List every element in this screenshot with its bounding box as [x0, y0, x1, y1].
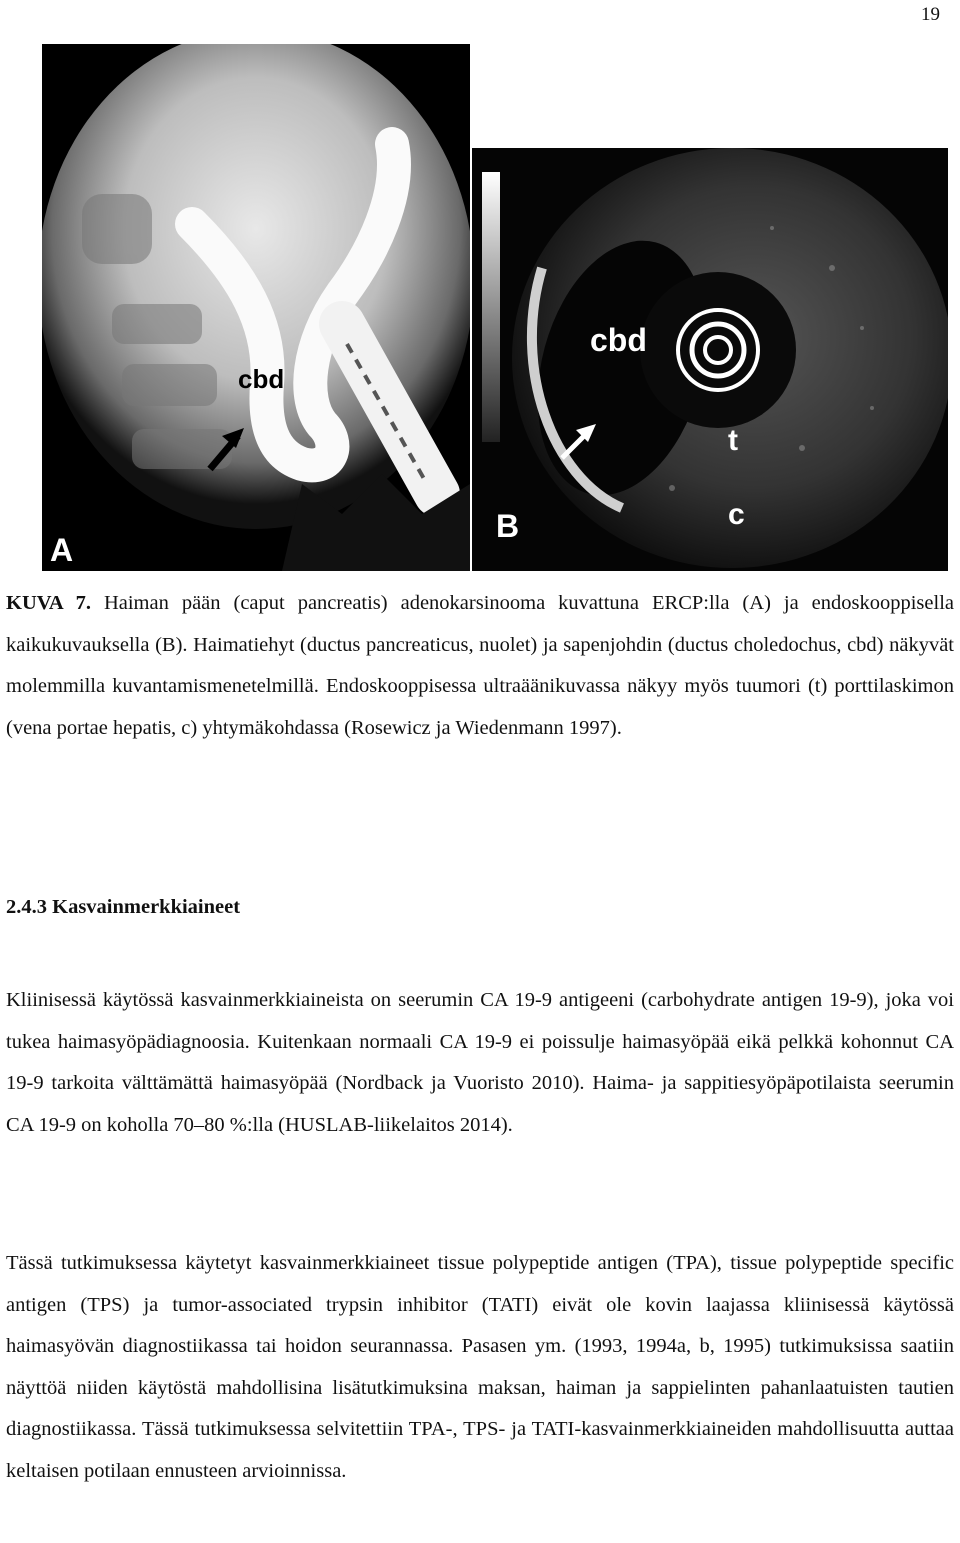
figure-caption [6, 583, 954, 749]
figure-a-panel-label: A [50, 532, 74, 568]
figure-b-cbd-label: cbd [590, 322, 647, 358]
caption-label: KUVA 7. [6, 592, 91, 614]
figure-b-vein-label: c [728, 498, 745, 531]
figure-b-panel-label: B [496, 508, 520, 544]
figure-a-ercp-image [42, 44, 470, 571]
ercp-xray-graphic [42, 44, 470, 571]
caption-text: Haiman pään (caput pancreatis) adenokarsinooma kuvattuna ERCP:lla (A) ja endoskooppisella kaikukuvauksella (B). Haimatiehyt (ductus pancreaticus, nuolet) ja sapenjohdin (ductus choledochus, cbd) näkyvät molemmilla kuvantamismenetelmillä. Endoskooppisessa ultraäänikuvassa näkyy myös tuumori (t) porttilaskimon (vena portae hepatis, c) yhtymäkohdassa (Rosewicz ja Wiedenmann 1997). [6, 592, 954, 739]
paragraph-1: Kliinisessä käytössä kasvainmerkkiaineista on seerumin CA 19-9 antigeeni (carbohydrate antigen 19-9), joka voi tukea haimasyöpädiagnoosia. Kuitenkaan normaali CA 19-9 ei poissulje haimasyöpää eikä pelkkä kohonnut CA 19-9 tarkoita välttämättä haimasyöpää (Nordback ja Vuoristo 2010). Haima- ja sappitiesyöpäpotilaista seerumin CA 19-9 on koholla 70–80 %:lla (HUSLAB-liikelaitos 2014). [6, 989, 954, 1136]
paragraph-2: Tässä tutkimuksessa käytetyt kasvainmerkkiaineet tissue polypeptide antigen (TPA), tissue polypeptide specific antigen (TPS) ja tumor-associated trypsin inhibitor (TATI) eivät ole kovin laajassa kliinisessä käytössä haimasyövän diagnostiikassa tai hoidon seurannassa. Pasasen ym. (1993, 1994a, b, 1995) tutkimuksissa saatiin näyttöä niiden käytöstä mahdollisina lisätutkimuksina maksan, haiman ja sappielinten pahanlaatuisten tautien diagnostiikassa. Tässä tutkimuksessa selvitettiin TPA-, TPS- ja TATI-kasvainmerkkiaineiden mahdollisuutta auttaa keltaisen potilaan ennusteen arvioinnissa. [6, 1252, 954, 1482]
figure-a-cbd-label: cbd [238, 364, 285, 394]
section-heading: 2.4.3 Kasvainmerkkiaineet [6, 896, 241, 918]
page-number: 19 [921, 4, 940, 25]
figure-b-tumor-label: t [728, 424, 738, 457]
figure-b-eus-image [472, 148, 948, 571]
eus-ultrasound-graphic [472, 148, 948, 571]
